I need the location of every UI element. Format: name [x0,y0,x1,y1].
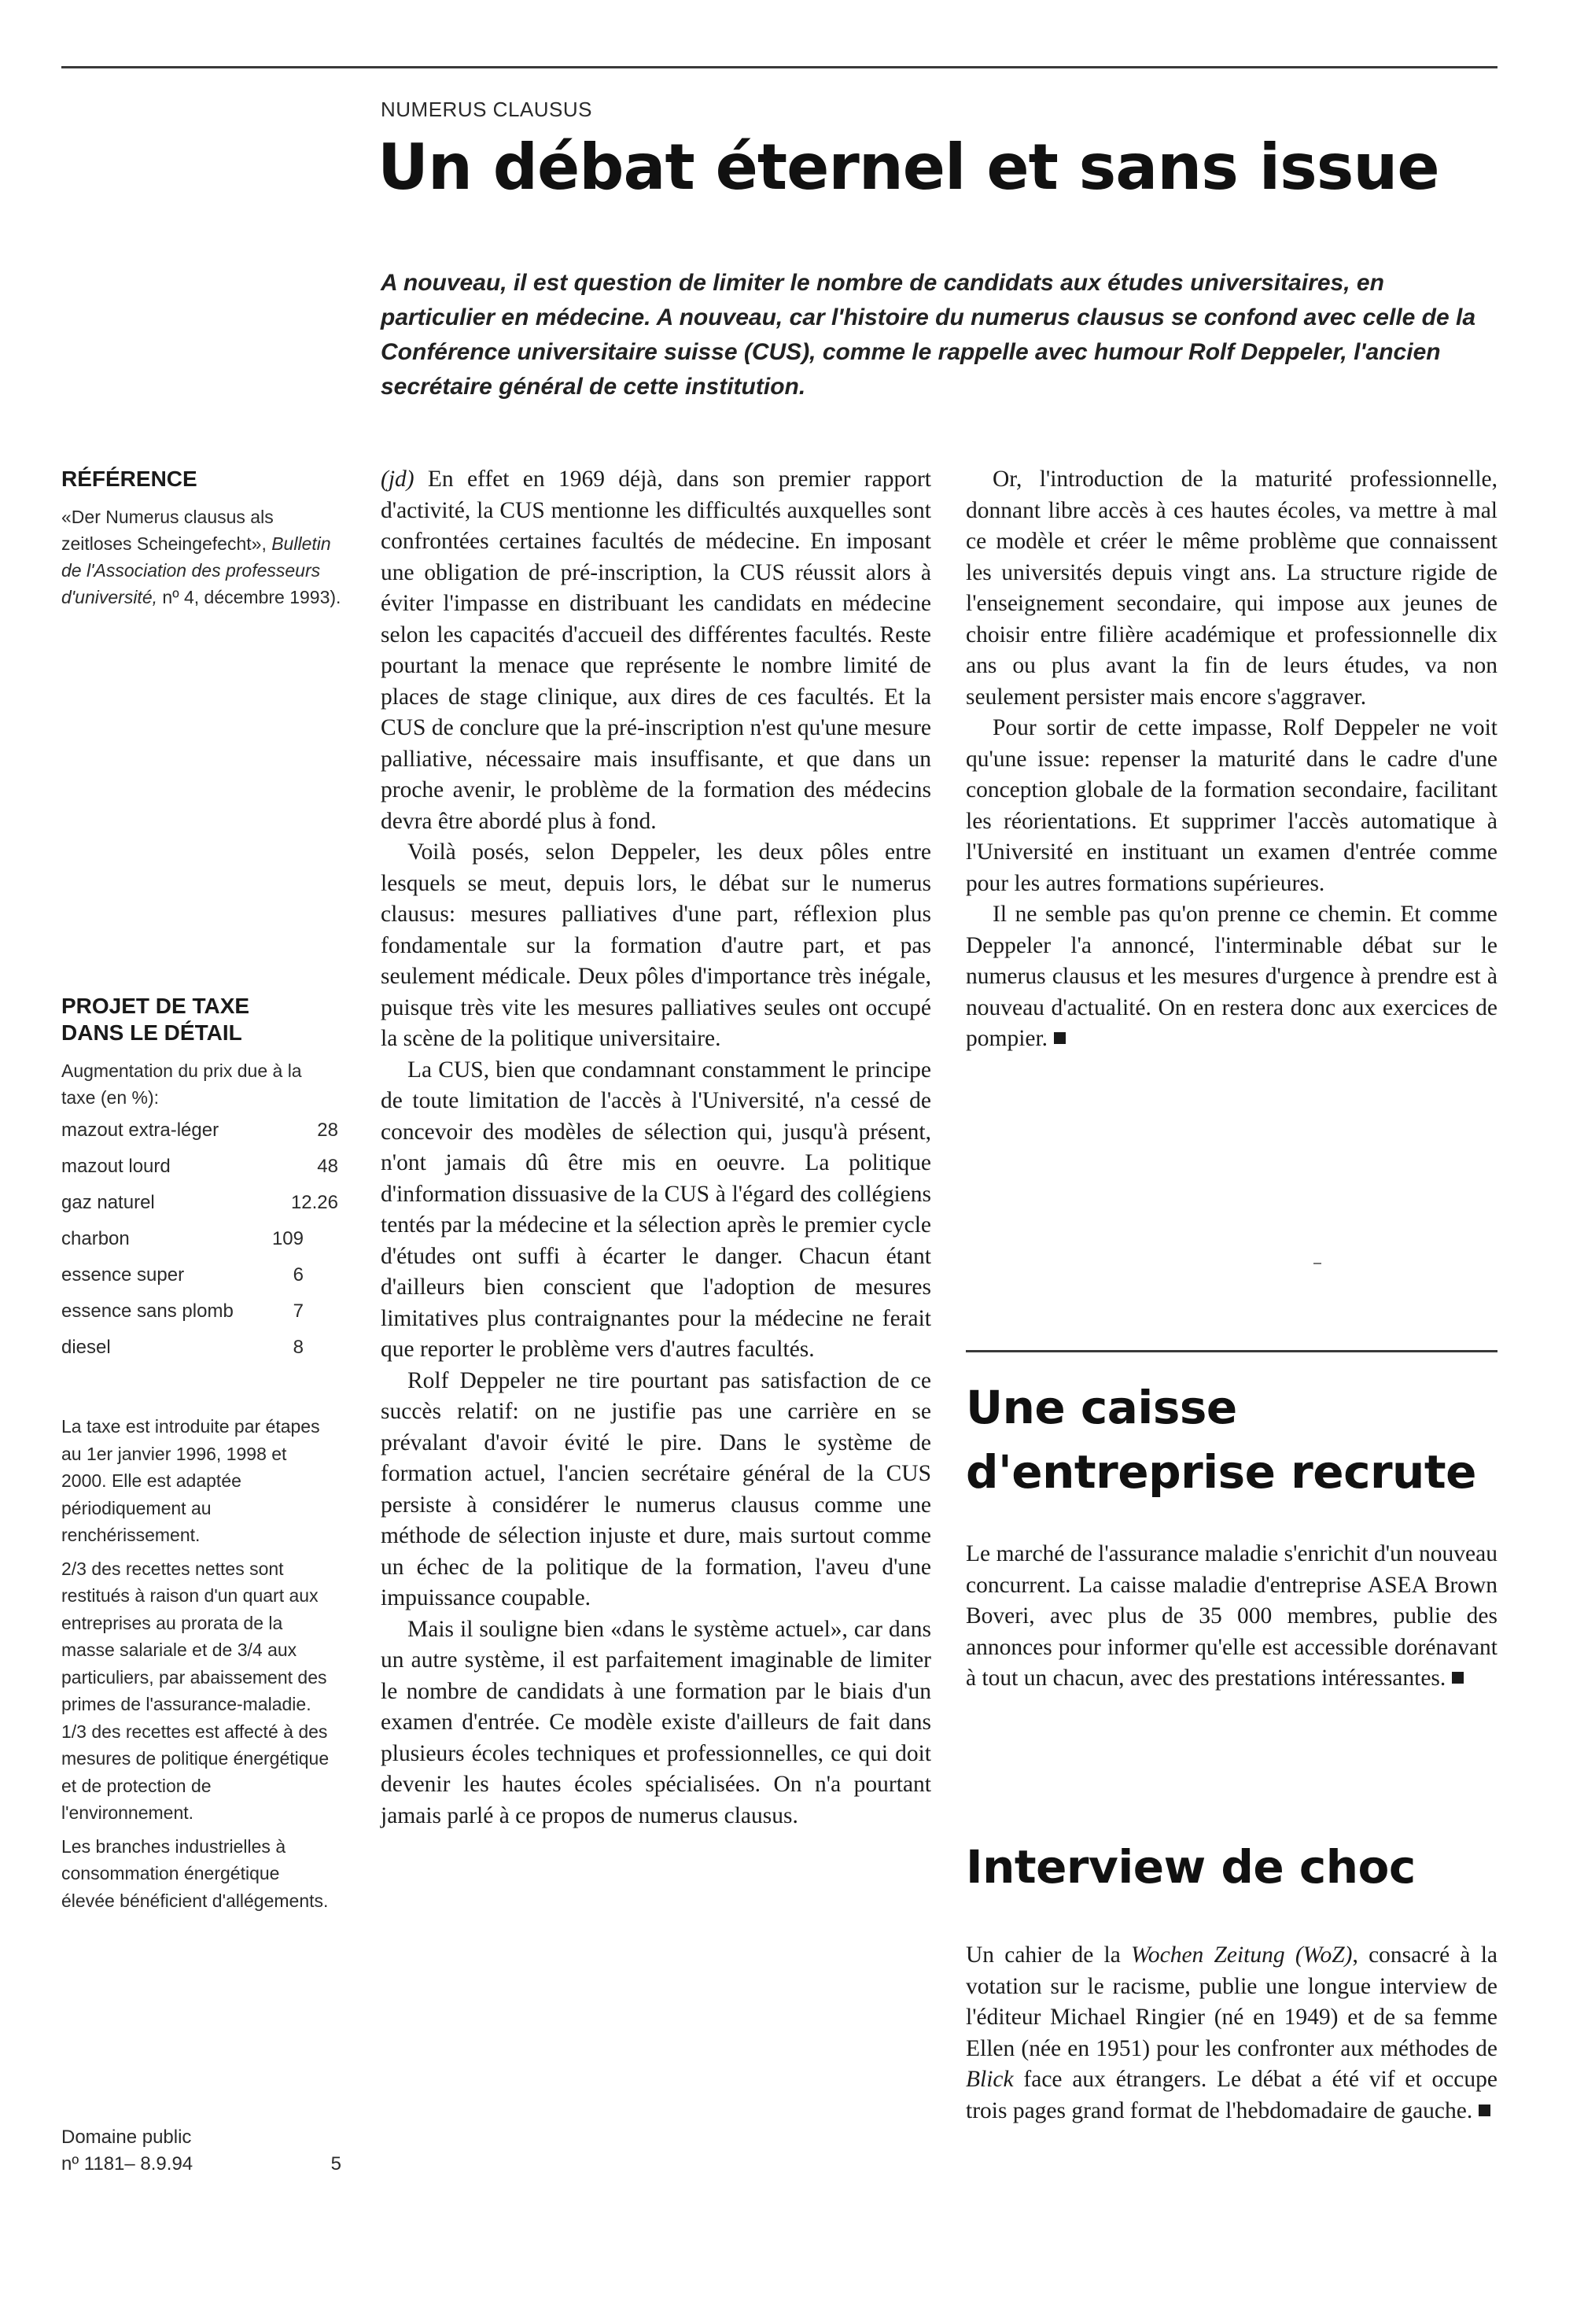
tax-label: essence super [61,1264,185,1286]
byline: (jd) [381,467,414,492]
divider [1313,1263,1321,1264]
tax-box [61,993,341,1366]
page-title: Un débat éternel et sans issue [378,131,1439,204]
tax-label: gaz naturel [61,1192,155,1213]
newspaper-name: Blick [966,2067,1014,2092]
reference-text [61,504,341,611]
caisse-heading: Une caisse d'entreprise recrute [966,1381,1476,1499]
table-row [61,1149,341,1185]
article-column-1 [381,464,931,1832]
reference-publication: Bulletin de l'Association des professeurs d'université, [61,533,331,607]
footer-publication: Domaine public [61,2127,192,2148]
interview-text-middle: , consacré à la votation sur le racisme, publie une longue interview de l'éditeur Michael Ringier (né en 1949) et de sa femme Ellen (née en 1951) pour les confronter aux méthodes de [966,1942,1497,2061]
tax-label: charbon [61,1228,130,1249]
tax-note: La taxe est introduite par étapes au 1er janvier 1996, 1998 et 2000. Elle est adaptée périodiquement au renchérissement. [61,1416,320,1545]
article-paragraph: Mais il souligne bien «dans le système actuel», car dans un autre système, il est parfaitement imaginable de limiter le nombre de candidats à une formation par le biais d'un examen d'entrée. Ce modèle existe d'ailleurs de fait dans plusieurs écoles techniques et professionnelles, ce qui doit devenir les hautes écoles spécialisées. On n'a pourtant jamais parlé à ce propos de numerus clausus. [381,1616,931,1828]
caisse-text: Le marché de l'assurance maladie s'enrichit d'un nouveau concurrent. La caisse maladie d'entreprise ASEA Brown Boveri, avec plus de 35 000 membres, publie des annonces pour informer qu'elle est accessible dorénavant à tout un chacun, avec des prestations intéressantes. [966,1541,1497,1691]
paragraph-text: Il ne semble pas qu'on prenne ce chemin. Et comme Deppeler l'a annoncé, l'interminable débat sur le numerus clausus et les mesures d'urgence à prendre est à nouveau d'actualité. On en restera donc aux exercices de pompier. [966,902,1497,1051]
table-row [61,1221,341,1257]
publication-name: Wochen Zeitung (WoZ) [1131,1942,1353,1968]
interview-text-end: face aux étrangers. Le débat a été vif et occupe trois pages grand format de l'hebdomadaire de gauche. [966,2067,1497,2123]
reference-heading: RÉFÉRENCE [61,467,197,491]
section-rule [966,1350,1497,1352]
paragraph-text: En effet en 1969 déjà, dans son premier rapport d'activité, la CUS mentionne les difficultés auxquelles sont confrontées certaines facultés de médecine. En imposant une obligation de pré-inscription, la CUS réussit alors à éviter l'impasse en distribuant les candidats en médecine selon les capacités d'accueil des différentes facultés. Reste pourtant la menace que représente le nombre limité de places de stage clinique, aux dires de ces facultés. Et la CUS de conclure que la pré-inscription n'est qu'une mesure palliative, nécessaire mais insuffisante, et que dans un proche avenir, le problème de la formation des médecins devra être abordé plus à fond. [381,467,931,834]
article-paragraph: Or, l'introduction de la maturité professionnelle, donnant libre accès à ces hautes écoles, va mettre à mal ce modèle et créer le même problème que connaissent les universités depuis vingt ans. La structure rigide de l'enseignement secondaire, qui impose aux jeunes de choisir entre filière académique et professionnelle dix ans ou plus avant la fin de leurs études, va non seulement persister mais encore s'aggraver. [966,467,1497,710]
article-paragraph: Rolf Deppeler ne tire pourtant pas satisfaction de ce succès relatif: on ne justifie pas une carrière en se prévalant d'avoir évité le pire. Dans le système de formation actuel, l'ancien secrétaire général de la CUS persiste à considérer le numerus clausus comme une méthode de sélection injuste et dure, mais surtout comme un échec de la politique de la formation, l'aveu d'une impuissance coupable. [381,1367,931,1610]
reference-box [61,466,341,611]
tax-note: Les branches industrielles à consommation énergétique élevée bénéficient d'allégements. [61,1835,329,1911]
end-mark-icon [1452,1672,1464,1684]
article-paragraph: Voilà posés, selon Deppeler, les deux pôles entre lesquels se meut, depuis lors, le débat sur le numerus clausus: mesures palliatives d'une part, réflexion plus fondamentale sur la formation d'autre part, et pas seulement médicale. Deux pôles d'importance très inégale, puisque très vite les mesures palliatives seules ont occupé la scène de la politique universitaire. [381,839,931,1051]
footer-issue: nº 1181– 8.9.94 [61,2153,193,2175]
tax-value: 28 [317,1120,338,1141]
table-row [61,1112,341,1149]
tax-label: essence sans plomb [61,1300,234,1322]
tax-note: 2/3 des recettes nettes sont restitués à raison d'un quart aux entreprises au prorata de la masse salariale et de 3/4 aux particuliers, par abaissement des primes de l'assurance-maladie. 1/3 des recettes est affecté à des mesures de politique énergétique et de protection de l'environnement. [61,1558,330,1823]
top-rule [61,66,1497,68]
table-row [61,1185,341,1221]
tax-label: mazout extra-léger [61,1120,219,1141]
footer-row [61,2151,341,2178]
table-row [61,1293,341,1330]
tax-value: 109 [271,1228,304,1249]
tax-value: 8 [293,1337,304,1358]
interview-body [966,1940,1497,2127]
article-paragraph [381,464,931,837]
kicker: NUMERUS CLAUSUS [381,98,592,121]
tax-label: diesel [61,1337,111,1358]
tax-value: 48 [317,1156,338,1177]
tax-heading: PROJET DE TAXE DANS LE DÉTAIL [61,994,250,1045]
reference-quote: «Der Numerus clausus als zeitloses Scheingefecht», [61,507,274,554]
interview-heading: Interview de choc [966,1840,1416,1894]
table-row [61,1257,341,1293]
tax-notes [61,1413,337,1920]
tax-table [61,1112,341,1366]
end-mark-icon [1479,2105,1490,2116]
tax-intro: Augmentation du prix due à la taxe (en %): [61,1061,302,1108]
end-mark-icon [1054,1032,1066,1044]
page-number: 5 [330,2153,341,2175]
tax-value: 7 [293,1300,304,1322]
article-paragraph: Pour sortir de cette impasse, Rolf Deppeler ne voit qu'une issue: repenser la maturité dans le cadre d'une conception globale de la formation secondaire, facilitant les réorientations. Et supprimer l'accès automatique à l'Université en instituant un examen d'entrée comme pour les autres formations supérieures. [966,715,1497,896]
tax-label: mazout lourd [61,1156,171,1177]
tax-value: 12.26 [290,1192,338,1213]
article-paragraph: La CUS, bien que condamnant constamment le principe de toute limitation de l'accès à l'Université, n'a cessé de concevoir des modèles de sélection qui, jusqu'à présent, n'ont jamais dû être mis en oeuvre. La politique d'information dissuasive de la CUS à l'égard des collégiens tentés par la médecine et la sélection après le premier cycle d'études ont suffi à écarter le danger. Chacun étant d'ailleurs bien conscient que l'adoption de mesures limitatives plus contraignantes pour la médecine ne ferait que reporter le problème vers d'autres facultés. [381,1057,931,1362]
page-footer [61,2124,341,2178]
reference-issue: nº 4, décembre 1993). [162,587,341,607]
interview-text-start: Un cahier de la [966,1942,1131,1968]
tax-value: 6 [293,1264,304,1286]
caisse-body [966,1539,1497,1695]
article-column-2 [966,464,1497,1055]
table-row [61,1330,341,1366]
article-paragraph [966,899,1497,1055]
lead-paragraph: A nouveau, il est question de limiter le nombre de candidats aux études universitaires, en particulier en médecine. A nouveau, car l'histoire du numerus clausus se confond avec celle de la Conférence universitaire suisse (CUS), comme le rappelle avec humour Rolf Deppeler, l'ancien secrétaire général de cette institution. [381,270,1476,400]
